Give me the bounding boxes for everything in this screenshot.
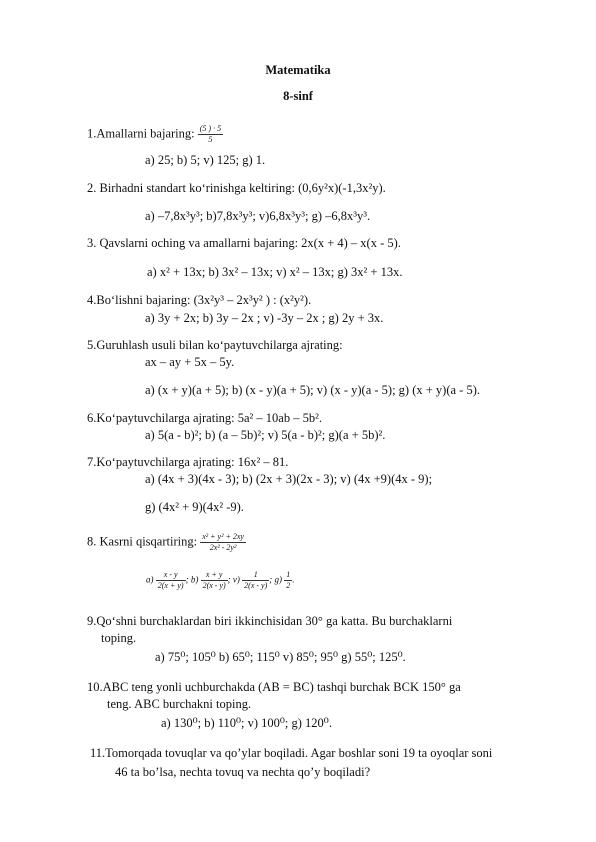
option-v-denominator: 2(x - y)	[244, 581, 268, 590]
question-8	[87, 532, 246, 553]
option-b-numerator: x + y	[201, 570, 228, 581]
question-3-options: a) x² + 13x; b) 3x² – 13x; v) x² – 13x; g) 3x² + 13x.	[147, 265, 403, 279]
option-a-numerator: x - y	[156, 570, 186, 581]
question-5-text: 5.Guruhlash usuli bilan ko‘paytuvchilarga ajrating:	[87, 338, 343, 352]
question-11-text-line-2: 46 ta bo’lsa, nechta tovuq va nechta qo’y boqiladi?	[115, 765, 371, 779]
page-title: Matematika	[265, 63, 331, 77]
question-8-numerator: x² + y² + 2xy	[202, 532, 244, 541]
question-1-options: a) 25; b) 5; v) 125; g) 1.	[145, 153, 266, 167]
option-g-numerator: 1	[286, 570, 291, 579]
question-1-denominator: 5	[208, 135, 213, 144]
question-6-options: a) 5(a - b)²; b) (a – 5b)²; v) 5(a - b)²; g)(a + 5b)².	[145, 428, 386, 442]
question-9-text-line-2: toping.	[101, 631, 137, 645]
question-8-option-b	[201, 570, 228, 591]
question-9-text-line-1: 9.Qo‘shni burchaklardan biri ikkinchisidan 30° ga katta. Bu burchaklarni	[87, 614, 453, 628]
question-6-text: 6.Ko‘paytuvchilarga ajrating: 5a² – 10ab – 5b².	[87, 411, 322, 425]
question-5-expression: ax – ay + 5x – 5y.	[145, 355, 235, 369]
question-7-options-row-1: a) (4x + 3)(4x - 3); b) (2x + 3)(2x - 3); v) (4x +9)(4x - 9);	[145, 472, 433, 486]
question-1	[87, 124, 223, 145]
question-8-option-v-label: v)	[232, 574, 240, 585]
question-8-options: a) $\frac{x - y}{2(x + y)}$ ; b) $\frac{x + y}{2(x - y)}$ ; v) $\frac{1}{2(x - y)}$ ; g) $\frac{1}{2}$ .	[146, 570, 295, 590]
question-4-text: 4.Bo‘lishni bajaring: (3x²y³ – 2x³y² ) : (x²y²).	[87, 293, 312, 307]
question-2-options: a) –7,8x³y³; b)7,8x³y³; v)6,8x³y³; g) –6,8x³y³.	[145, 209, 371, 223]
question-5-options: a) (x + y)(a + 5); b) (x - y)(a + 5); v) (x - y)(a - 5); g) (x + y)(a - 5).	[145, 383, 481, 397]
option-b-denominator: 2(x - y)	[202, 581, 226, 590]
question-8-option-a-label: a)	[146, 574, 154, 585]
grade-label: 8-sinf	[283, 89, 313, 103]
question-8-option-g-label: g)	[274, 574, 283, 585]
question-8-option-g	[284, 570, 292, 591]
question-4-options: a) 3y + 2x; b) 3y – 2x ; v) -3y – 2x ; g) 2y + 3x.	[145, 311, 384, 325]
question-10-options: a) 130⁰; b) 110⁰; v) 100⁰; g) 120⁰.	[161, 716, 332, 730]
question-3-text: 3. Qavslarni oching va amallarni bajaring: 2x(x + 4) – x(x - 5).	[87, 236, 401, 250]
option-v-numerator: 1	[242, 570, 269, 581]
question-11-text-line-1: 11.Tomorqada tovuqlar va qo’ylar boqiladi. Agar boshlar soni 19 ta oyoqlar soni	[90, 746, 493, 760]
question-8-denominator: 2x² - 2y²	[209, 543, 237, 552]
question-8-option-b-label: b)	[190, 574, 199, 585]
question-8-option-v	[242, 570, 269, 591]
question-8-option-a	[156, 570, 186, 591]
question-2-text: 2. Birhadni standart ko‘rinishga keltiring: (0,6y²x)(-1,3x²y).	[87, 181, 386, 195]
question-9-options: a) 75⁰; 105⁰ b) 65⁰; 115⁰ v) 85⁰; 95⁰ g) 55⁰; 125⁰.	[155, 650, 406, 664]
question-8-text: 8. Kasrni qisqartiring:	[87, 534, 198, 549]
question-7-text: 7.Ko‘paytuvchilarga ajrating: 16x² – 81.	[87, 455, 289, 469]
question-8-expression	[200, 532, 246, 553]
question-1-numerator: (5 ) · 5	[199, 124, 222, 133]
question-1-text: 1.Amallarni bajaring:	[87, 126, 195, 141]
question-7-options-row-2: g) (4x² + 9)(4x² -9).	[145, 500, 244, 514]
question-10-text-line-2: teng. ABC burchakni toping.	[107, 697, 252, 711]
option-g-denominator: 2	[286, 581, 291, 590]
option-a-denominator: 2(x + y)	[157, 581, 184, 590]
question-10-text-line-1: 10.ABC teng yonli uchburchakda (AB = BC) tashqi burchak BCK 150° ga	[87, 680, 461, 694]
question-1-expression	[198, 124, 223, 145]
